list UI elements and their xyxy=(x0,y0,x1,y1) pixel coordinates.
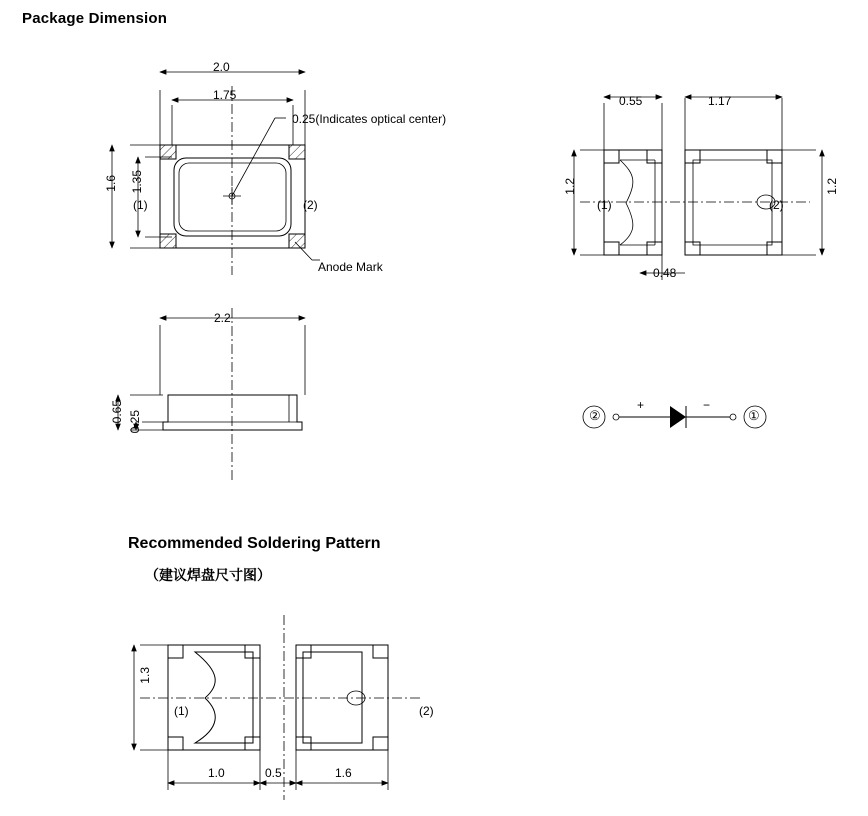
label-soldering-pin2: (2) xyxy=(419,704,434,718)
dim-top-width-outer: 2.0 xyxy=(213,60,230,74)
dim-bottom-pad-right: 1.17 xyxy=(708,94,732,108)
dim-side-height-total: 0.65 xyxy=(110,400,124,424)
dim-top-width-inner: 1.75 xyxy=(213,88,237,102)
label-soldering-pin1: (1) xyxy=(174,704,189,718)
bottom-view-drawing xyxy=(560,55,860,305)
dim-soldering-height: 1.3 xyxy=(138,667,152,684)
soldering-pattern-title-cn: （建议焊盘尺寸图） xyxy=(145,567,271,583)
dim-top-height-outer: 1.6 xyxy=(104,175,118,192)
note-optical-center: 0.25(Indicates optical center) xyxy=(292,112,447,126)
label-circuit-cathode-pin: ② xyxy=(589,408,601,423)
dim-side-width: 2.2 xyxy=(214,311,231,325)
label-circuit-anode-pin: ① xyxy=(748,408,760,423)
dim-side-height-base: 0.25 xyxy=(128,410,142,434)
side-view-drawing xyxy=(90,300,410,500)
label-top-pin2: (2) xyxy=(303,198,318,212)
top-view-drawing xyxy=(90,50,510,300)
label-top-pin1: (1) xyxy=(133,198,148,212)
label-circuit-minus: − xyxy=(703,398,711,412)
dim-top-height-inner: 1.35 xyxy=(130,170,144,194)
dim-bottom-height-right: 1.2 xyxy=(825,178,839,195)
dim-bottom-pad-left: 0.55 xyxy=(619,94,643,108)
label-circuit-plus: + xyxy=(637,398,645,412)
dim-soldering-pad-left: 1.0 xyxy=(208,766,225,780)
soldering-pattern-title: Recommended Soldering Pattern xyxy=(128,535,381,552)
dim-soldering-pad-right: 1.6 xyxy=(335,766,352,780)
label-bottom-pin2: (2) xyxy=(769,198,784,212)
note-anode-mark: Anode Mark xyxy=(318,260,383,274)
dim-bottom-height-left: 1.2 xyxy=(563,178,577,195)
dim-soldering-gap: 0.5 xyxy=(265,766,282,780)
page-title: Package Dimension xyxy=(22,10,168,27)
label-bottom-pin1: (1) xyxy=(597,198,612,212)
dim-bottom-gap: 0.48 xyxy=(653,266,677,280)
